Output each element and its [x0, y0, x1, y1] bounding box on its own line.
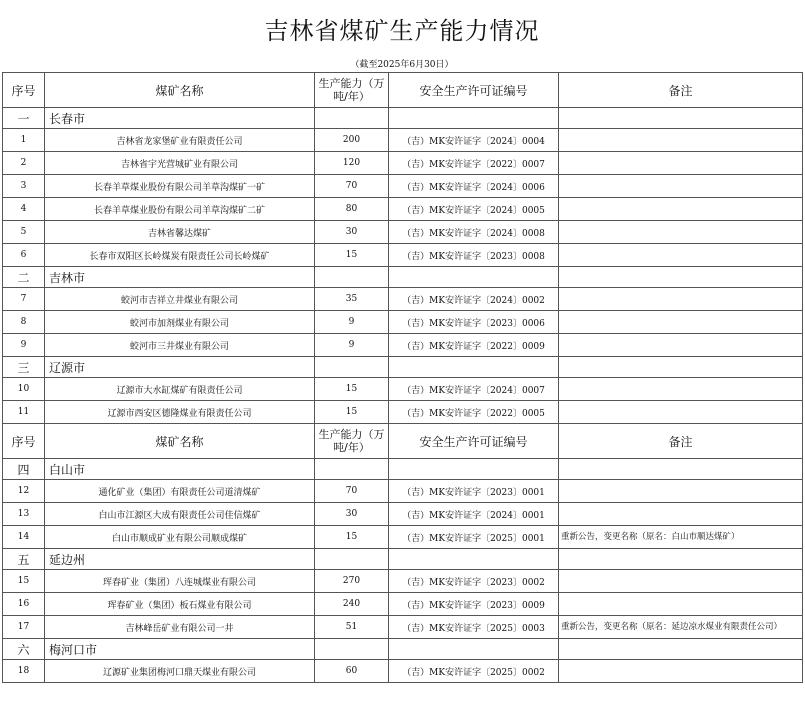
- empty-cell[interactable]: [389, 108, 559, 129]
- group-city[interactable]: 梅河口市: [45, 639, 315, 660]
- cell-note[interactable]: [559, 503, 803, 526]
- table-row: [3, 378, 803, 401]
- table-row: [3, 480, 803, 503]
- empty-cell[interactable]: [389, 267, 559, 288]
- cell-license[interactable]: （吉）MK安许证字〔2024〕0005: [389, 198, 559, 221]
- cell-seq[interactable]: 7: [3, 288, 45, 311]
- cell-mine-name[interactable]: 长春羊草煤业股份有限公司羊草沟煤矿一矿: [45, 175, 315, 198]
- empty-cell[interactable]: [389, 357, 559, 378]
- cell-mine-name[interactable]: 吉林省宇光营城矿业有限公司: [45, 152, 315, 175]
- cell-capacity[interactable]: 15: [315, 526, 389, 549]
- cell-mine-name[interactable]: 蛟河市吉祥立井煤业有限公司: [45, 288, 315, 311]
- empty-cell[interactable]: [559, 639, 803, 660]
- header-license[interactable]: 安全生产许可证编号: [389, 424, 559, 459]
- table-body-part-1: [3, 73, 803, 424]
- empty-cell[interactable]: [559, 357, 803, 378]
- page-title: 吉林省煤矿生产能力情况: [264, 17, 540, 45]
- table-row: [3, 175, 803, 198]
- group-row: [3, 108, 803, 129]
- cell-license[interactable]: （吉）MK安许证字〔2024〕0007: [389, 378, 559, 401]
- cell-license[interactable]: （吉）MK安许证字〔2023〕0001: [389, 480, 559, 503]
- cell-seq[interactable]: 9: [3, 334, 45, 357]
- empty-cell[interactable]: [559, 108, 803, 129]
- table-row: [3, 198, 803, 221]
- cell-seq[interactable]: 8: [3, 311, 45, 334]
- table-row: [3, 526, 803, 549]
- cell-mine-name[interactable]: 辽源市大水缸煤矿有限责任公司: [45, 378, 315, 401]
- group-number[interactable]: 四: [3, 459, 45, 480]
- cell-mine-name[interactable]: 吉林峰岳矿业有限公司一井: [45, 616, 315, 639]
- header-name[interactable]: 煤矿名称: [45, 424, 315, 459]
- group-number[interactable]: 三: [3, 357, 45, 378]
- table-row: [3, 570, 803, 593]
- table-row: [3, 288, 803, 311]
- group-number[interactable]: 二: [3, 267, 45, 288]
- group-row: [3, 267, 803, 288]
- cell-note[interactable]: [559, 288, 803, 311]
- cell-capacity[interactable]: 51: [315, 616, 389, 639]
- cell-note[interactable]: [559, 334, 803, 357]
- cell-note[interactable]: [559, 570, 803, 593]
- cell-capacity[interactable]: 80: [315, 198, 389, 221]
- table-row: [3, 334, 803, 357]
- cell-capacity[interactable]: 70: [315, 175, 389, 198]
- cell-license[interactable]: （吉）MK安许证字〔2023〕0008: [389, 244, 559, 267]
- cell-license[interactable]: （吉）MK安许证字〔2024〕0001: [389, 503, 559, 526]
- empty-cell[interactable]: [559, 459, 803, 480]
- table-row: [3, 221, 803, 244]
- cell-capacity[interactable]: 60: [315, 660, 389, 683]
- cell-seq[interactable]: 11: [3, 401, 45, 424]
- coal-mine-table: [2, 72, 803, 683]
- cell-note[interactable]: [559, 593, 803, 616]
- group-number[interactable]: 五: [3, 549, 45, 570]
- empty-cell[interactable]: [315, 549, 389, 570]
- cell-license[interactable]: （吉）MK安许证字〔2024〕0004: [389, 129, 559, 152]
- header-seq[interactable]: 序号: [3, 424, 45, 459]
- cell-capacity[interactable]: 30: [315, 503, 389, 526]
- empty-cell[interactable]: [389, 639, 559, 660]
- cell-note[interactable]: [559, 401, 803, 424]
- cell-license[interactable]: （吉）MK安许证字〔2023〕0006: [389, 311, 559, 334]
- table-row: [3, 244, 803, 267]
- group-row: [3, 459, 803, 480]
- cell-note[interactable]: [559, 152, 803, 175]
- cell-seq[interactable]: 18: [3, 660, 45, 683]
- cell-note[interactable]: 重新公告，变更名称（原名：白山市顺达煤矿）: [559, 526, 803, 549]
- empty-cell[interactable]: [559, 549, 803, 570]
- cell-mine-name[interactable]: 通化矿业（集团）有限责任公司道清煤矿: [45, 480, 315, 503]
- cell-mine-name[interactable]: 珲春矿业（集团）八连城煤业有限公司: [45, 570, 315, 593]
- group-city[interactable]: 延边州: [45, 549, 315, 570]
- cell-note[interactable]: [559, 221, 803, 244]
- cell-seq[interactable]: 16: [3, 593, 45, 616]
- header-note[interactable]: 备注: [559, 73, 803, 108]
- cell-license[interactable]: （吉）MK安许证字〔2022〕0007: [389, 152, 559, 175]
- header-capacity[interactable]: 生产能力（万吨/年）: [315, 424, 389, 459]
- cell-mine-name[interactable]: 辽源矿业集团梅河口鼎天煤业有限公司: [45, 660, 315, 683]
- cell-seq[interactable]: 10: [3, 378, 45, 401]
- header-name[interactable]: 煤矿名称: [45, 73, 315, 108]
- cell-mine-name[interactable]: 辽源市西安区德隆煤业有限责任公司: [45, 401, 315, 424]
- group-city[interactable]: 辽源市: [45, 357, 315, 378]
- cell-license[interactable]: （吉）MK安许证字〔2025〕0003: [389, 616, 559, 639]
- cell-mine-name[interactable]: 白山市江源区大成有限责任公司佳信煤矿: [45, 503, 315, 526]
- cell-mine-name[interactable]: 长春羊草煤业股份有限公司羊草沟煤矿二矿: [45, 198, 315, 221]
- header-seq[interactable]: 序号: [3, 73, 45, 108]
- header-row-repeat: [3, 424, 803, 459]
- cell-seq[interactable]: 13: [3, 503, 45, 526]
- table-row: [3, 503, 803, 526]
- cell-license[interactable]: （吉）MK安许证字〔2025〕0001: [389, 526, 559, 549]
- empty-cell[interactable]: [389, 459, 559, 480]
- group-number[interactable]: 一: [3, 108, 45, 129]
- cell-seq[interactable]: 3: [3, 175, 45, 198]
- cell-note[interactable]: [559, 129, 803, 152]
- cell-note[interactable]: [559, 311, 803, 334]
- cell-mine-name[interactable]: 蛟河市三井煤业有限公司: [45, 334, 315, 357]
- cell-capacity[interactable]: 15: [315, 401, 389, 424]
- cell-seq[interactable]: 5: [3, 221, 45, 244]
- table-row: [3, 660, 803, 683]
- cell-license[interactable]: （吉）MK安许证字〔2023〕0002: [389, 570, 559, 593]
- cell-capacity[interactable]: 70: [315, 480, 389, 503]
- group-number[interactable]: 六: [3, 639, 45, 660]
- empty-cell[interactable]: [315, 639, 389, 660]
- cell-license[interactable]: （吉）MK安许证字〔2024〕0002: [389, 288, 559, 311]
- group-city[interactable]: 白山市: [45, 459, 315, 480]
- table-row: [3, 593, 803, 616]
- group-city[interactable]: 长春市: [45, 108, 315, 129]
- cell-capacity[interactable]: 200: [315, 129, 389, 152]
- cell-seq[interactable]: 17: [3, 616, 45, 639]
- cell-seq[interactable]: 6: [3, 244, 45, 267]
- table-row: [3, 129, 803, 152]
- spreadsheet-sheet: [2, 0, 802, 683]
- table-row: [3, 616, 803, 639]
- cell-capacity[interactable]: 15: [315, 244, 389, 267]
- cell-capacity[interactable]: 9: [315, 311, 389, 334]
- cell-capacity[interactable]: 120: [315, 152, 389, 175]
- group-row: [3, 639, 803, 660]
- table-row: [3, 311, 803, 334]
- empty-cell[interactable]: [315, 459, 389, 480]
- cell-mine-name[interactable]: 吉林省馨达煤矿: [45, 221, 315, 244]
- cell-mine-name[interactable]: 长春市双阳区长岭煤炭有限责任公司长岭煤矿: [45, 244, 315, 267]
- group-row: [3, 549, 803, 570]
- cell-license[interactable]: （吉）MK安许证字〔2023〕0009: [389, 593, 559, 616]
- cell-capacity[interactable]: 9: [315, 334, 389, 357]
- empty-cell[interactable]: [315, 267, 389, 288]
- cell-capacity[interactable]: 30: [315, 221, 389, 244]
- cell-seq[interactable]: 14: [3, 526, 45, 549]
- cell-seq[interactable]: 4: [3, 198, 45, 221]
- table-row: [3, 401, 803, 424]
- header-license[interactable]: 安全生产许可证编号: [389, 73, 559, 108]
- cell-mine-name[interactable]: 白山市顺成矿业有限公司顺成煤矿: [45, 526, 315, 549]
- header-capacity[interactable]: 生产能力（万吨/年）: [315, 73, 389, 108]
- cell-capacity[interactable]: 240: [315, 593, 389, 616]
- cell-note[interactable]: [559, 480, 803, 503]
- cell-license[interactable]: （吉）MK安许证字〔2024〕0006: [389, 175, 559, 198]
- table-body-part-2: [3, 424, 803, 683]
- header-note[interactable]: 备注: [559, 424, 803, 459]
- cell-note[interactable]: [559, 660, 803, 683]
- empty-cell[interactable]: [389, 549, 559, 570]
- cell-mine-name[interactable]: 吉林省龙家堡矿业有限责任公司: [45, 129, 315, 152]
- cell-note[interactable]: [559, 198, 803, 221]
- group-city[interactable]: 吉林市: [45, 267, 315, 288]
- header-row: [3, 73, 803, 108]
- table-row: [3, 152, 803, 175]
- cell-license[interactable]: （吉）MK安许证字〔2025〕0002: [389, 660, 559, 683]
- cell-seq[interactable]: 1: [3, 129, 45, 152]
- cell-note[interactable]: 重新公告，变更名称（原名：延边凉水煤业有限责任公司）: [559, 616, 803, 639]
- cell-capacity[interactable]: 35: [315, 288, 389, 311]
- empty-cell[interactable]: [315, 108, 389, 129]
- cell-capacity[interactable]: 270: [315, 570, 389, 593]
- cell-license[interactable]: （吉）MK安许证字〔2024〕0008: [389, 221, 559, 244]
- page-subtitle: （截至2025年6月30日）: [350, 60, 454, 70]
- cell-note[interactable]: [559, 378, 803, 401]
- cell-mine-name[interactable]: 珲春矿业（集团）板石煤业有限公司: [45, 593, 315, 616]
- cell-note[interactable]: [559, 175, 803, 198]
- empty-cell[interactable]: [559, 267, 803, 288]
- cell-seq[interactable]: 15: [3, 570, 45, 593]
- cell-seq[interactable]: 2: [3, 152, 45, 175]
- cell-license[interactable]: （吉）MK安许证字〔2022〕0009: [389, 334, 559, 357]
- cell-capacity[interactable]: 15: [315, 378, 389, 401]
- cell-seq[interactable]: 12: [3, 480, 45, 503]
- cell-note[interactable]: [559, 244, 803, 267]
- cell-license[interactable]: （吉）MK安许证字〔2022〕0005: [389, 401, 559, 424]
- group-row: [3, 357, 803, 378]
- empty-cell[interactable]: [315, 357, 389, 378]
- cell-mine-name[interactable]: 蛟河市加剂煤业有限公司: [45, 311, 315, 334]
